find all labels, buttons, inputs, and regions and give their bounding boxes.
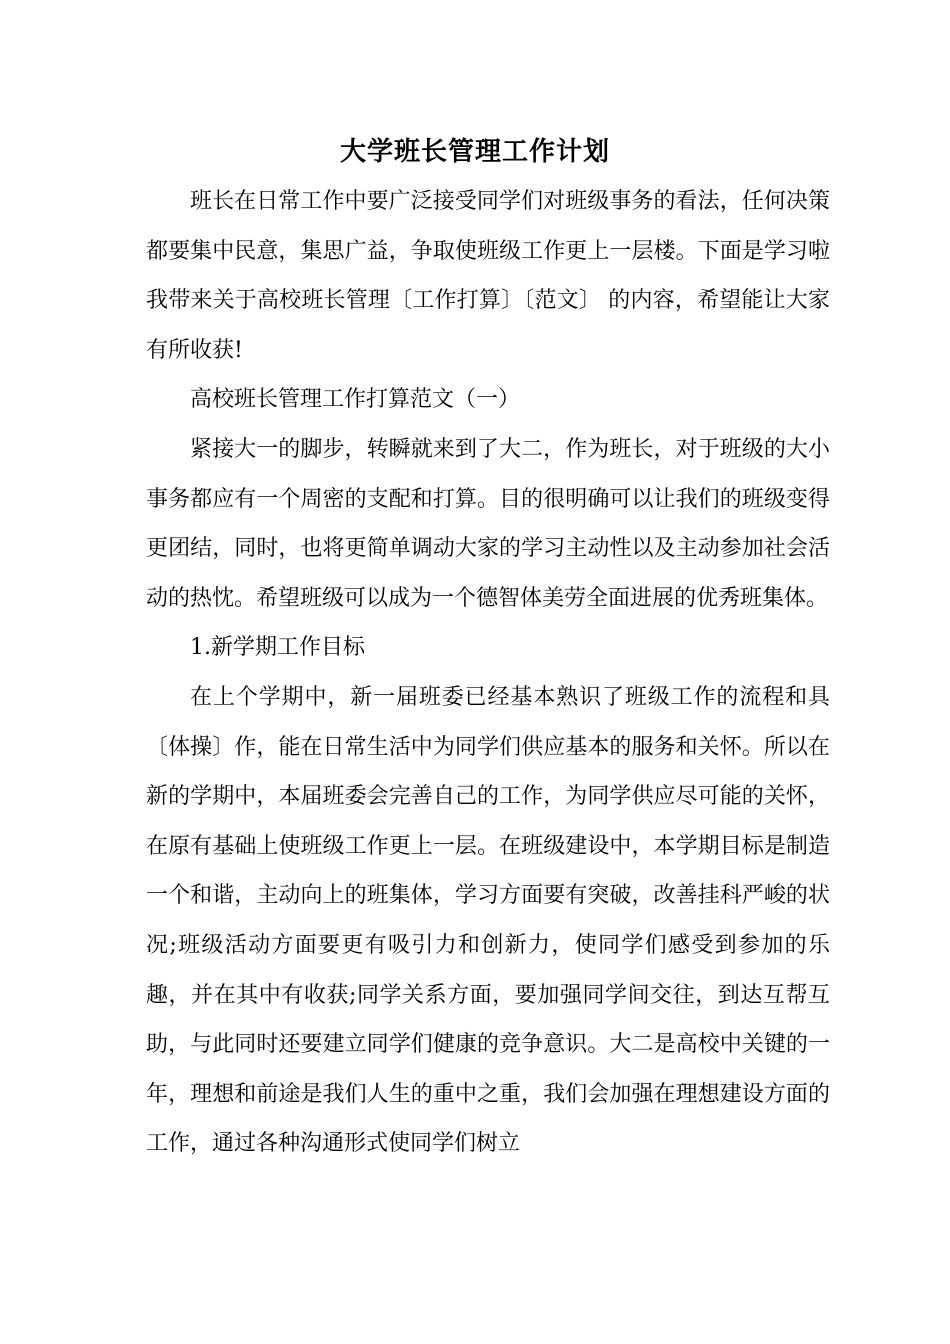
body-paragraph: 在上个学期中，新一届班委已经基本熟识了班级工作的流程和具〔体操〕作，能在日常生活中为同学们供应基本的服务和关怀。所以在新的学期中，本届班委会完善自己的工作，为同学供应尽可能的关怀，在原有基础上使班级工作更上一层。在班级建设中，本学期目标是制造一个和谐，主动向上的班集体，学习方面要有突破，改善挂科严峻的状况;班级活动方面要更有吸引力和创新力，使同学们感受到参加的乐趣，并在其中有收获;同学关系方面，要加强同学间交往，到达互帮互助，与此同时还要建立同学们健康的竞争意识。大二是高校中关键的一年，理想和前途是我们人生的重中之重，我们会加强在理想建设方面的工作，通过各种沟通形式使同学们树立: [146, 684, 830, 1157]
body-paragraph: 紧接大一的脚步，转瞬就来到了大二，作为班长，对于班级的大小事务都应有一个周密的支配和打算。目的很明确可以让我们的班级变得更团结，同时，也将更简单调动大家的学习主动性以及主动参加社会活动的热忱。希望班级可以成为一个德智体美劳全面进展的优秀班集体。: [146, 436, 830, 611]
document-body: [146, 177, 830, 1169]
document-title: 大学班长管理工作计划: [339, 137, 610, 167]
subsection-heading: 1.新学期工作目标: [190, 635, 365, 661]
section-heading: 高校班长管理工作打算范文（一）: [190, 387, 521, 413]
intro-paragraph: 班长在日常工作中要广泛接受同学们对班级事务的看法，任何决策都要集中民意，集思广益，争取使班级工作更上一层楼。下面是学习啦我带来关于高校班长管理〔工作打算〕〔范文〕 的内容，希望能让大家有所收获!: [146, 189, 830, 363]
